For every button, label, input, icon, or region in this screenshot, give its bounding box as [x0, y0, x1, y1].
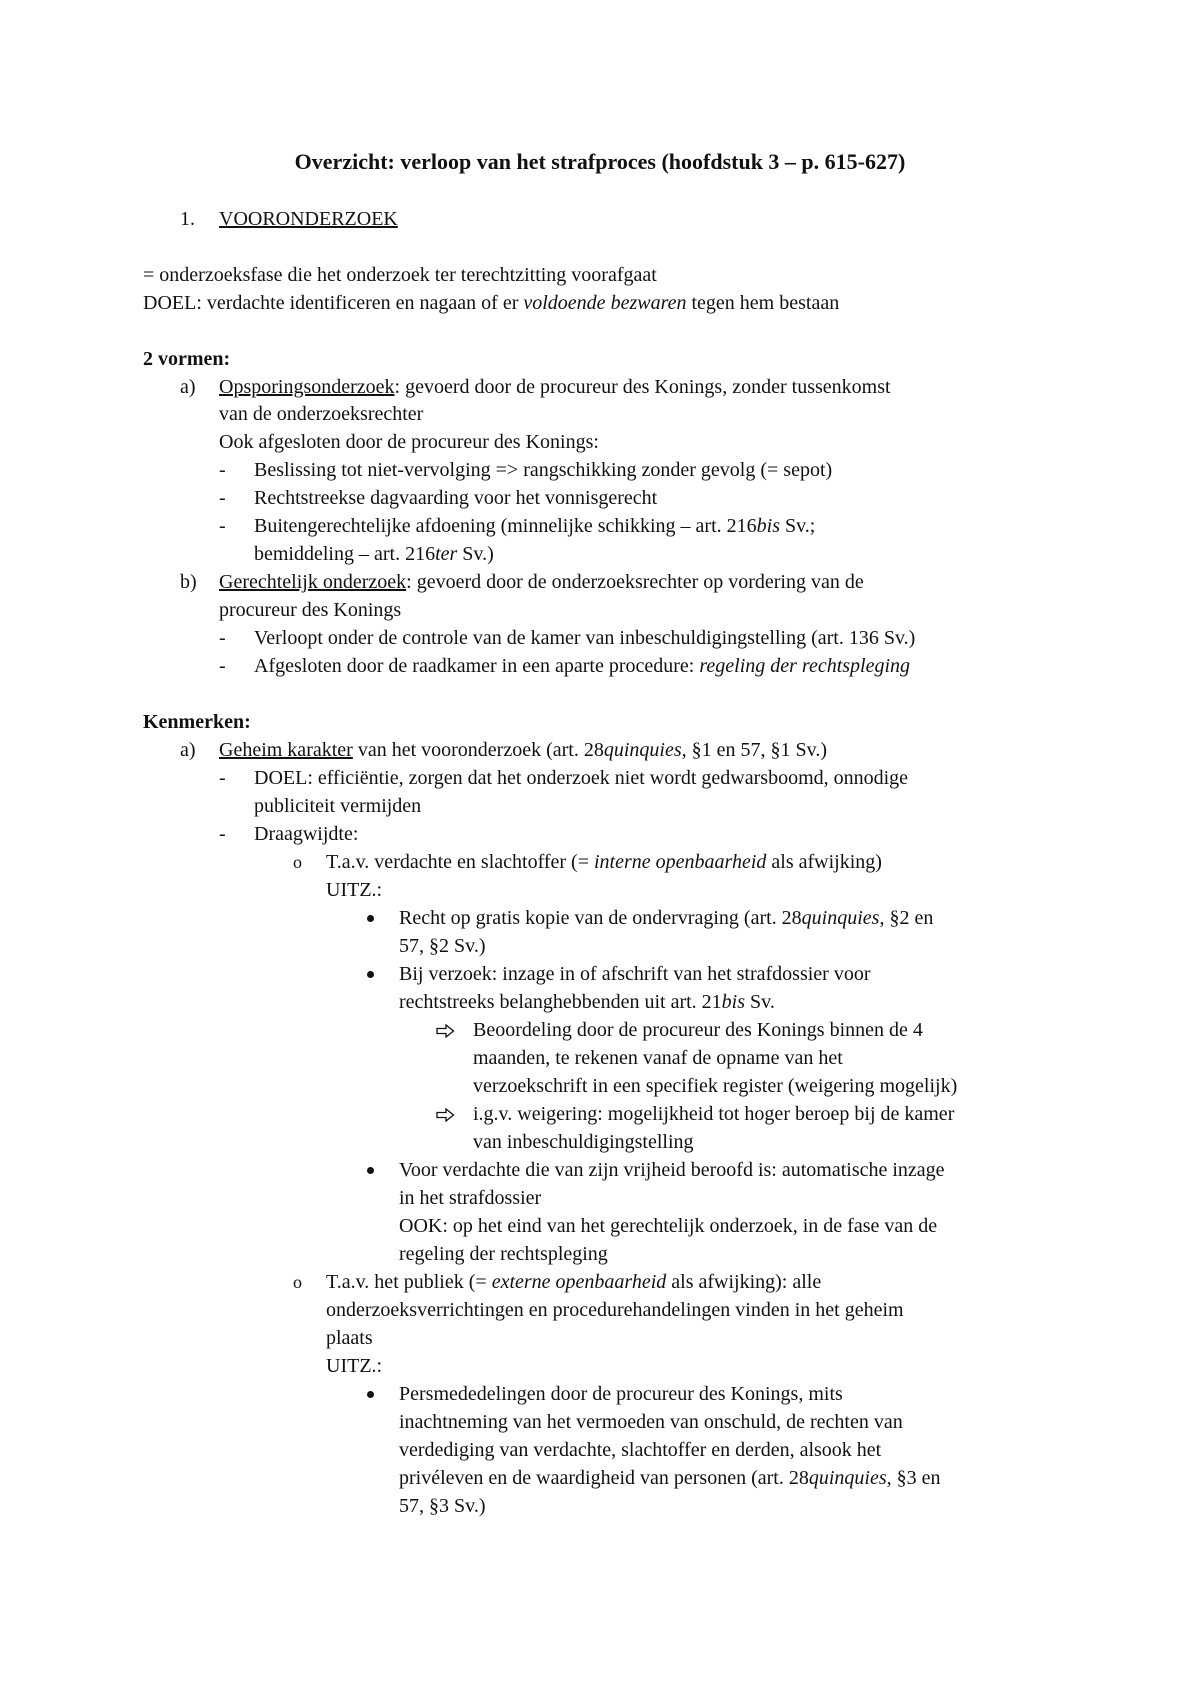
bullet-icon: [367, 1167, 374, 1174]
bullet-item-continuation: 57, §3 Sv.): [399, 1495, 486, 1517]
list-item: Rechtstreekse dagvaarding voor het vonnisgerecht: [254, 487, 658, 509]
uitz-label: UITZ.:: [326, 1355, 383, 1377]
sublist-item-continuation: onderzoeksverrichtingen en procedurehandelingen vinden in het geheim: [326, 1299, 904, 1321]
arrow-item: i.g.v. weigering: mogelijkheid tot hoger beroep bij de kamer: [473, 1103, 955, 1125]
list-item: DOEL: efficiëntie, zorgen dat het onderzoek niet wordt gedwarsboomd, onnodige: [254, 767, 909, 789]
list-item-continuation: bemiddeling – art. 216ter Sv.): [254, 543, 494, 565]
list-item: Draagwijdte:: [254, 823, 359, 845]
list-item: Buitengerechtelijke afdoening (minnelijke schikking – art. 216bis Sv.;: [254, 515, 816, 537]
list-item: Afgesloten door de raadkamer in een aparte procedure: regeling der rechtspleging: [254, 655, 911, 677]
circle-marker: o: [293, 852, 302, 872]
sublist-item-continuation: plaats: [326, 1327, 373, 1349]
vorm-a-line: Opsporingsonderzoek: gevoerd door de procureur des Konings, zonder tussenkomst: [219, 376, 891, 398]
list-marker: b): [180, 571, 197, 593]
list-marker: a): [180, 376, 196, 398]
bullet-item: Voor verdachte die van zijn vrijheid beroofd is: automatische inzage: [399, 1159, 945, 1181]
definition-text: = onderzoeksfase die het onderzoek ter terechtzitting voorafgaat: [143, 264, 657, 286]
list-item: Verloopt onder de controle van de kamer van inbeschuldigingstelling (art. 136 Sv.): [254, 627, 916, 649]
list-marker: a): [180, 739, 196, 761]
kenmerken-heading: Kenmerken:: [143, 711, 251, 733]
dash-marker: -: [219, 627, 226, 649]
doel-text: DOEL: verdachte identificeren en nagaan of er voldoende bezwaren tegen hem bestaan: [143, 292, 840, 314]
bullet-item: Persmededelingen door de procureur des Konings, mits: [399, 1383, 843, 1405]
circle-marker: o: [293, 1272, 302, 1292]
section-heading: VOORONDERZOEK: [219, 208, 398, 230]
dash-marker: -: [219, 655, 226, 677]
section-number: 1.: [180, 208, 195, 230]
vormen-heading: 2 vormen:: [143, 348, 231, 370]
bullet-item-continuation: inachtneming van het vermoeden van onschuld, de rechten van: [399, 1411, 903, 1433]
uitz-label: UITZ.:: [326, 879, 383, 901]
bullet-item: Bij verzoek: inzage in of afschrift van het strafdossier voor: [399, 963, 871, 985]
bullet-item-continuation: 57, §2 Sv.): [399, 935, 486, 957]
bullet-item-continuation: verdediging van verdachte, slachtoffer en derden, alsook het: [399, 1439, 882, 1461]
arrow-item-continuation: maanden, te rekenen vanaf de opname van het: [473, 1047, 843, 1069]
dash-marker: -: [219, 515, 226, 537]
dash-marker: -: [219, 459, 226, 481]
arrow-item-continuation: verzoekschrift in een specifiek register (weigering mogelijk): [473, 1075, 958, 1097]
bullet-item-continuation: OOK: op het eind van het gerechtelijk onderzoek, in de fase van de: [399, 1215, 938, 1237]
bullet-item-continuation: regeling der rechtspleging: [399, 1243, 608, 1265]
bullet-icon: [367, 971, 374, 978]
list-item-continuation: publiciteit vermijden: [254, 795, 422, 817]
bullet-icon: [367, 915, 374, 922]
sublist-item: T.a.v. het publiek (= externe openbaarheid als afwijking): alle: [326, 1271, 822, 1293]
bullet-icon: [367, 1391, 374, 1398]
vorm-a-line3: Ook afgesloten door de procureur des Konings:: [219, 431, 599, 453]
document-title: Overzicht: verloop van het strafproces (hoofdstuk 3 – p. 615-627): [294, 149, 906, 174]
bullet-item: Recht op gratis kopie van de ondervraging (art. 28quinquies, §2 en: [399, 907, 934, 929]
bullet-item-continuation: in het strafdossier: [399, 1187, 542, 1209]
vorm-b-line2: procureur des Konings: [219, 599, 402, 621]
dash-marker: -: [219, 487, 226, 509]
vorm-a-line2: van de onderzoeksrechter: [219, 403, 424, 425]
arrow-item: Beoordeling door de procureur des Konings binnen de 4: [473, 1019, 923, 1041]
vorm-b-line: Gerechtelijk onderzoek: gevoerd door de onderzoeksrechter op vordering van de: [219, 571, 864, 593]
arrow-right-icon: [436, 1024, 455, 1038]
dash-marker: -: [219, 823, 226, 845]
list-item: Beslissing tot niet-vervolging => rangschikking zonder gevolg (= sepot): [254, 459, 833, 481]
bullet-item-continuation: rechtstreeks belanghebbenden uit art. 21bis Sv.: [399, 991, 775, 1013]
bullet-item-continuation: privéleven en de waardigheid van personen (art. 28quinquies, §3 en: [399, 1467, 941, 1489]
dash-marker: -: [219, 767, 226, 789]
arrow-item-continuation: van inbeschuldigingstelling: [473, 1131, 694, 1153]
kenmerk-a-line: Geheim karakter van het vooronderzoek (art. 28quinquies, §1 en 57, §1 Sv.): [219, 739, 827, 761]
sublist-item: T.a.v. verdachte en slachtoffer (= interne openbaarheid als afwijking): [326, 851, 882, 873]
arrow-right-icon: [436, 1108, 455, 1122]
